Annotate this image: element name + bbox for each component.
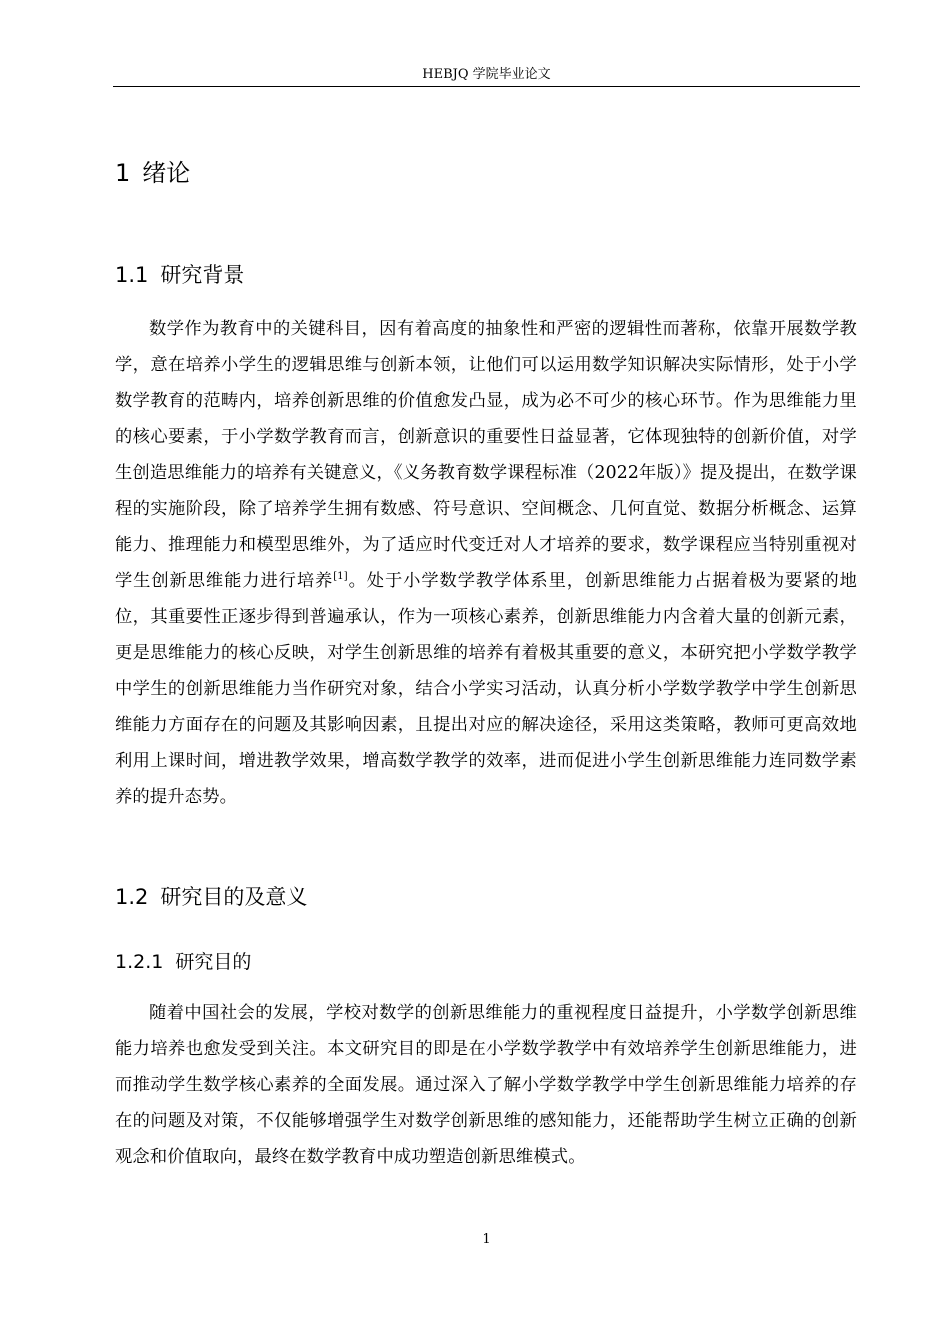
section-heading-1-2	[115, 882, 307, 912]
section-number: 1.2	[115, 885, 149, 909]
page-number: 1	[482, 1232, 491, 1247]
paragraph-text: 随着中国社会的发展，学校对数学的创新思维能力的重视程度日益提升，小学数学创新思维能力培养也愈发受到关注。本文研究目的即是在小学数学教学中有效培养学生创新思维能力，进而推动学生数学核心素养的全面发展。通过深入了解小学数学教学中学生创新思维能力培养的存在的问题及对策，不仅能够增强学生对数学创新思维的感知能力，还能帮助学生树立正确的创新观念和价值取向，最终在数学教育中成功塑造创新思维模式。	[115, 1003, 857, 1167]
page-header	[113, 66, 860, 84]
paragraph-text: 数学作为教育中的关键科目，因有着高度的抽象性和严密的逻辑性而著称，依靠开展数学教学，意在培养小学生的逻辑思维与创新本领，让他们可以运用数学知识解决实际情形，处于小学数学教育的范畴内，培养创新思维的价值愈发凸显，成为必不可少的核心环节。作为思维能力里的核心要素，于小学数学教育而言，创新意识的重要性日益显著，它体现独特的创新价值，对学生创造思维能力的培养有关键意义，《义务教育数学课程标准（2022年版）》提及提出，在数学课程的实施阶段，除了培养学生拥有数感、符号意识、空间概念、几何直觉、数据分析概念、运算能力、推理能力和模型思维外，为了适应时代变迁对人才培养的要求，数学课程应当特别重视对学生创新思维能力进行培养	[115, 319, 857, 591]
header-title: HEBJQ 学院毕业论文	[422, 67, 551, 82]
citation-marker: [1]	[333, 571, 348, 583]
background-paragraph	[115, 311, 857, 815]
chapter-number: 1	[115, 159, 131, 187]
chapter-heading	[115, 156, 190, 190]
header-divider	[113, 86, 860, 87]
chapter-title: 绪论	[142, 159, 191, 187]
subsection-number: 1.2.1	[115, 951, 164, 973]
section-title: 研究目的及意义	[160, 885, 308, 909]
subsection-title: 研究目的	[175, 951, 252, 973]
purpose-paragraph	[115, 995, 857, 1175]
page-footer	[113, 1231, 860, 1249]
section-heading-1-1	[115, 260, 244, 290]
subsection-heading-1-2-1	[115, 948, 251, 976]
section-title: 研究背景	[160, 263, 245, 287]
paragraph-text-continued: 。处于小学数学教学体系里，创新思维能力占据着极为要紧的地位，其重要性正逐步得到普遍承认，作为一项核心素养，创新思维能力内含着大量的创新元素，更是思维能力的核心反映，对学生创新思维的培养有着极其重要的意义，本研究把小学数学教学中学生的创新思维能力当作研究对象，结合小学实习活动，认真分析小学数学教学中学生创新思维能力方面存在的问题及其影响因素，且提出对应的解决途径，采用这类策略，教师可更高效地利用上课时间，增进教学效果，增高数学教学的效率，进而促进小学生创新思维能力连同数学素养的提升态势。	[115, 571, 857, 807]
section-number: 1.1	[115, 263, 149, 287]
